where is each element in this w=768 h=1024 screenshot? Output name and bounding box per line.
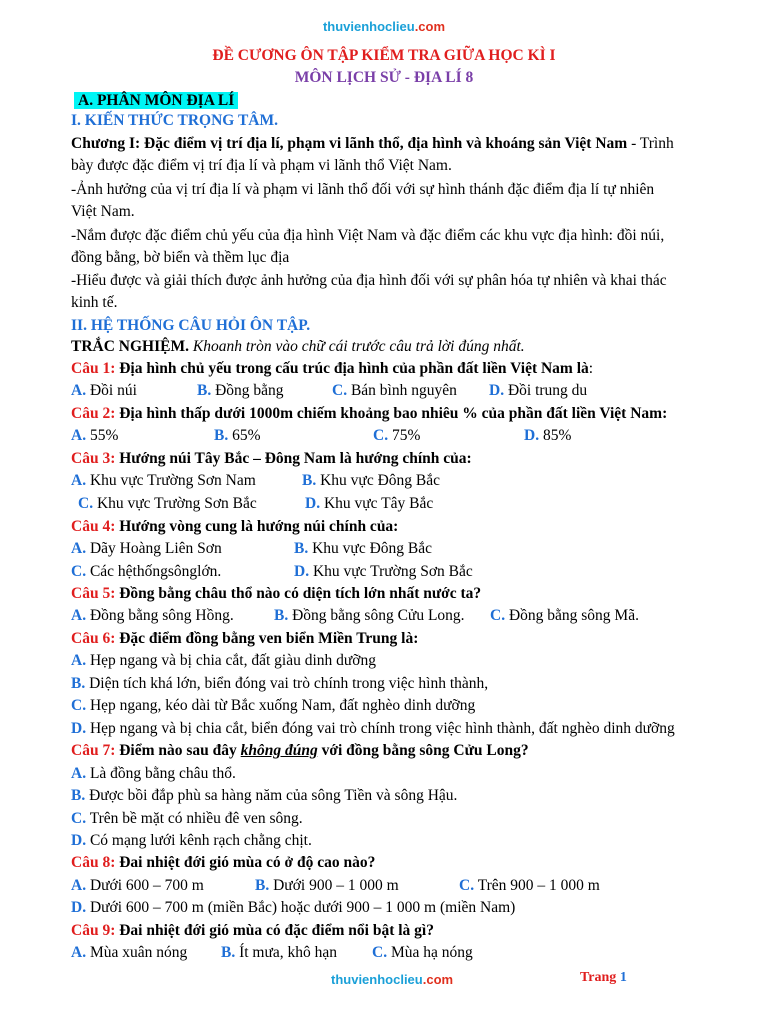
q2-option-a[interactable]: A. 55% [71, 427, 119, 444]
q2-option-b[interactable]: B. 65% [214, 427, 261, 444]
q6-option-b[interactable]: B. Diện tích khá lớn, biển đóng vai trò chính trong việc hình thành, [71, 675, 489, 692]
q9-option-a[interactable]: A. Mùa xuân nóng [71, 944, 188, 961]
question-8: Câu 8: Đai nhiệt đới gió mùa có ở độ cao nào? [71, 854, 376, 871]
q8-option-c[interactable]: C. Trên 900 – 1 000 m [459, 877, 600, 894]
q3-option-b[interactable]: B. Khu vực Đông Bắc [302, 472, 440, 489]
question-1: Câu 1: Địa hình chủ yếu trong cấu trúc địa hình của phần đất liền Việt Nam là: [71, 360, 594, 377]
q7-option-c[interactable]: C. Trên bề mặt có nhiều đê ven sông. [71, 810, 303, 827]
q8-option-b[interactable]: B. Dưới 900 – 1 000 m [255, 877, 399, 894]
q6-option-a[interactable]: A. Hẹp ngang và bị chia cắt, đất giàu dinh dưỡng [71, 652, 376, 669]
document-subtitle: MÔN LỊCH SỬ - ĐỊA LÍ 8 [294, 69, 474, 86]
site-header [0, 19, 768, 34]
page-number: Trang 1 [580, 970, 627, 985]
q8-option-d[interactable]: D. Dưới 600 – 700 m (miền Bắc) hoặc dưới 900 – 1 000 m (miền Nam) [71, 899, 516, 916]
chapter-heading: Chương I: Đặc điểm vị trí địa lí, phạm vi lãnh thổ, địa hình và khoáng sản Việt Nam [71, 135, 628, 152]
bullet-1: -Ảnh hưởng của vị trí địa lí và phạm vi lãnh thổ đối với sự hình thánh đặc điểm địa lí tự nhiên [71, 181, 655, 198]
bullet-3: -Hiểu được và giải thích được ảnh hưởng của địa hình đối với sự phân hóa tự nhiên và khai thác [71, 272, 667, 289]
q1-option-d[interactable]: D. Đồi trung du [489, 382, 588, 399]
chapter-text-cont: bày được đặc điểm vị trí địa lí và phạm vi lãnh thổ Việt Nam. [71, 157, 452, 174]
q4-option-b[interactable]: B. Khu vực Đông Bắc [294, 540, 432, 557]
question-4: Câu 4: Hướng vòng cung là hướng núi chính của: [71, 518, 399, 535]
chapter-line: Chương I: Đặc điểm vị trí địa lí, phạm vi lãnh thổ, địa hình và khoáng sản Việt Nam - Trình [71, 135, 674, 152]
site-name: thuvienhoclieu [322, 19, 415, 34]
footer-site-domain: .com [422, 972, 454, 987]
site-domain: .com [414, 19, 446, 34]
bullet-1-cont: Việt Nam. [71, 203, 135, 220]
mcq-label: TRẮC NGHIỆM. [71, 338, 189, 355]
q7-option-b[interactable]: B. Được bồi đắp phù sa hàng năm của sông Tiền và sông Hậu. [71, 787, 458, 804]
bullet-2-cont: đồng bằng, bờ biển và thềm lục địa [71, 249, 290, 266]
q9-option-b[interactable]: B. Ít mưa, khô hạn [221, 944, 338, 961]
q8-option-a[interactable]: A. Dưới 600 – 700 m [71, 877, 204, 894]
question-2: Câu 2: Địa hình thấp dưới 1000m chiếm khoảng bao nhiêu % của phần đất liền Việt Nam: [71, 405, 668, 422]
q5-option-c[interactable]: C. Đồng bằng sông Mã. [490, 607, 639, 624]
q9-option-c[interactable]: C. Mùa hạ nóng [372, 944, 473, 961]
q2-option-d[interactable]: D. 85% [524, 427, 572, 444]
section-a-heading: A. PHÂN MÔN ĐỊA LÍ [74, 90, 238, 112]
q3-option-c[interactable]: C. Khu vực Trường Sơn Bắc [78, 495, 257, 512]
q6-option-d[interactable]: D. Hẹp ngang và bị chia cắt, biển đóng vai trò chính trong việc hình thành, đất nghèo dinh dưỡng [71, 720, 675, 737]
section-i-heading: I. KIẾN THỨC TRỌNG TÂM. [71, 112, 278, 129]
question-7: Câu 7: Điểm nào sau đây không đúng với đồng bằng sông Cửu Long? [71, 742, 529, 759]
q4-option-a[interactable]: A. Dãy Hoàng Liên Sơn [71, 540, 222, 557]
q2-option-c[interactable]: C. 75% [373, 427, 421, 444]
q4-option-d[interactable]: D. Khu vực Trường Sơn Bắc [294, 563, 473, 580]
question-3: Câu 3: Hướng núi Tây Bắc – Đông Nam là hướng chính của: [71, 450, 472, 467]
document-title: ĐỀ CƯƠNG ÔN TẬP KIỂM TRA GIỮA HỌC KÌ I [212, 47, 556, 64]
section-ii-heading: II. HỆ THỐNG CÂU HỎI ÔN TẬP. [71, 317, 311, 334]
question-6: Câu 6: Đặc điểm đồng bằng ven biển Miền Trung là: [71, 630, 419, 647]
q1-option-b[interactable]: B. Đồng bằng [197, 382, 284, 399]
mcq-heading [71, 336, 525, 358]
q7-option-d[interactable]: D. Có mạng lưới kênh rạch chằng chịt. [71, 832, 312, 849]
q3-option-d[interactable]: D. Khu vực Tây Bắc [305, 495, 434, 512]
question-9: Câu 9: Đai nhiệt đới gió mùa có đặc điểm nổi bật là gì? [71, 922, 434, 939]
mcq-instruction: Khoanh tròn vào chữ cái trước câu trả lời đúng nhất. [192, 338, 525, 355]
q7-option-a[interactable]: A. Là đồng bằng châu thổ. [71, 765, 236, 782]
q1-option-c[interactable]: C. Bán bình nguyên [332, 382, 457, 399]
bullet-2: -Nắm được đặc điểm chủ yếu của địa hình Việt Nam và đặc điểm các khu vực địa hình: đồi núi, [71, 227, 665, 244]
q5-option-b[interactable]: B. Đồng bằng sông Cửu Long. [274, 607, 465, 624]
q3-option-a[interactable]: A. Khu vực Trường Sơn Nam [71, 472, 256, 489]
q1-option-a[interactable]: A. Đồi núi [71, 382, 137, 399]
site-footer [331, 972, 453, 987]
q4-option-c[interactable]: C. Các hệthốngsônglớn. [71, 563, 222, 580]
emphasis-not-correct: không đúng [240, 742, 318, 759]
question-5: Câu 5: Đồng bằng châu thổ nào có diện tích lớn nhất nước ta? [71, 585, 482, 602]
chapter-text: Trình [639, 135, 674, 152]
footer-site-name: thuvienhoclieu [331, 972, 423, 987]
bullet-3-cont: kinh tế. [71, 294, 118, 311]
q6-option-c[interactable]: C. Hẹp ngang, kéo dài từ Bắc xuống Nam, đất nghèo dinh dưỡng [71, 697, 476, 714]
q5-option-a[interactable]: A. Đồng bằng sông Hồng. [71, 607, 234, 624]
